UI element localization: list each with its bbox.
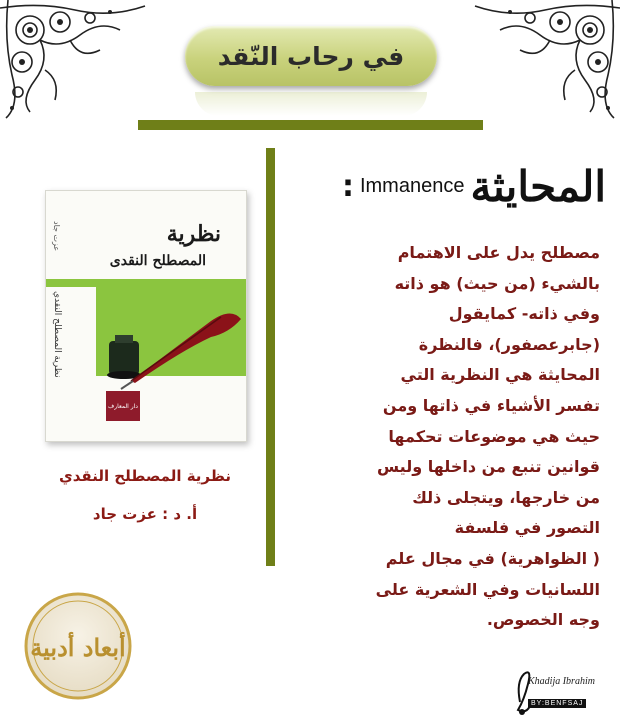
cover-author: عزت جاد xyxy=(52,221,61,252)
cover-title-line2: المصطلح النقدى xyxy=(109,253,206,269)
text-line: حيث هي موضوعات تحكمها xyxy=(388,426,600,446)
text-line: اللسانيات وفي الشعرية على xyxy=(375,579,600,599)
definition-text xyxy=(300,238,600,636)
page-title-pill xyxy=(185,26,437,86)
vertical-divider xyxy=(266,148,275,566)
text-line: تفسر الأشياء في ذاتها ومن xyxy=(382,395,600,415)
text-line: وفي ذاته- كمايقول xyxy=(448,304,600,324)
abaad-adabia-logo-icon xyxy=(22,590,134,702)
book-caption-title: نظرية المصطلح النقدي xyxy=(58,467,231,485)
text-line: التصور في فلسفة xyxy=(454,518,600,538)
book-cover xyxy=(45,190,247,442)
cover-title-line1: نظرية xyxy=(166,221,221,247)
text-line: وجه الخصوص. xyxy=(486,610,600,630)
term-english: Immanence xyxy=(359,175,465,197)
text-line: (جابرعصفور)، فالنظرة xyxy=(418,334,600,354)
publisher-logo: دار المعارف xyxy=(106,391,140,421)
page-title: في رحاب النّقد xyxy=(217,41,405,71)
term-colon: : xyxy=(341,169,354,204)
right-ornament-icon xyxy=(470,0,620,120)
text-line: مصطلح يدل على الاهتمام xyxy=(397,243,600,262)
term-heading xyxy=(342,162,606,211)
signature-icon xyxy=(510,662,610,720)
book-caption-author: أ. د : عزت جاد xyxy=(92,505,198,523)
quill-inkpot-icon xyxy=(101,311,247,391)
text-line: بالشيء (من حيث) هو ذاته xyxy=(394,273,600,293)
text-line: من خارجها، ويتجلى ذلك xyxy=(412,487,600,507)
horizontal-divider xyxy=(138,120,483,130)
signature-sub: BY:BENFSAJ xyxy=(528,699,586,708)
logo-text: أبعاد أدبية xyxy=(30,633,126,662)
text-line: ( الظواهرية) في مجال علم xyxy=(385,548,600,568)
left-ornament-icon xyxy=(0,0,150,120)
text-line: المحايثة هي النظرية التي xyxy=(400,365,600,385)
cover-side-title: نظرية المصطلح النقدي xyxy=(52,291,62,378)
title-reflection xyxy=(195,92,427,116)
term-arabic: المحايثة xyxy=(470,162,606,211)
signature-name: Khadija Ibrahim xyxy=(528,676,595,687)
text-line: قوانين تنبع من داخلها وليس xyxy=(377,457,600,477)
